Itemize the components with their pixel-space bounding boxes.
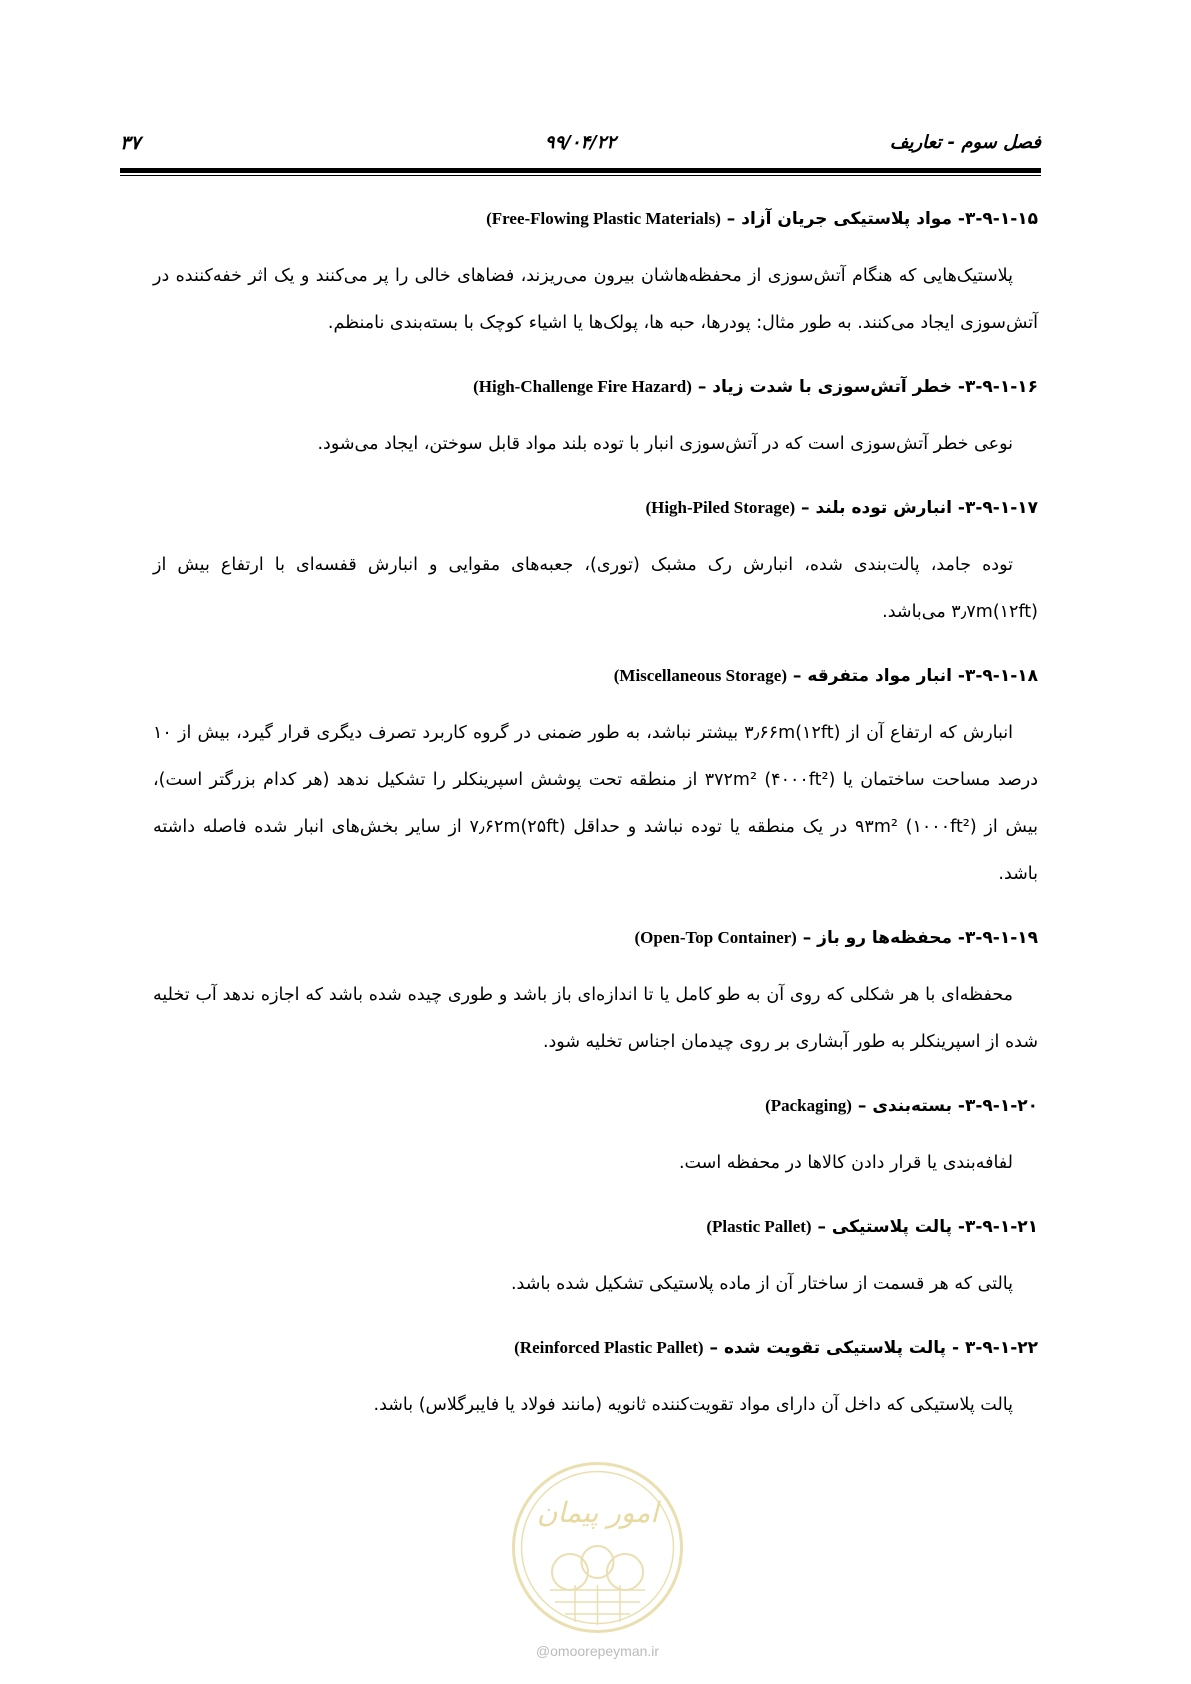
section-number: ۳-۹-۱-۲۱- xyxy=(957,1217,1038,1237)
section-title: خطر آتش‌سوزی با شدت زیاد xyxy=(712,377,952,397)
section-number: ۳-۹-۱-۱۷- xyxy=(957,498,1038,518)
watermark-logo xyxy=(510,1460,685,1635)
definition-section xyxy=(153,662,1038,898)
section-body: لفافه‌بندی یا قرار دادن کالاها در محفظه است. xyxy=(678,1153,1013,1173)
section-number: ۳-۹-۱-۱۹- xyxy=(957,928,1038,948)
section-title: انبارش توده بلند xyxy=(815,498,952,518)
gear-icon xyxy=(552,1546,643,1590)
section-title: پالت پلاستیکی تقویت شده xyxy=(723,1338,947,1358)
section-body: پالت پلاستیکی که داخل آن دارای مواد تقویت‌کننده ثانویه (مانند فولاد یا فایبرگلاس) باشد. xyxy=(373,1395,1013,1415)
section-heading: ۳-۹-۱-۲۰- بسته‌بندی – (Packaging) xyxy=(765,1096,1038,1116)
header-rule-thin xyxy=(120,175,1041,176)
definition-section xyxy=(153,1213,1038,1308)
section-body: توده جامد، پالت‌بندی شده، انبارش رک مشبک (توری)، جعبه‌های مقوایی و انبارش قفسه‌ای با ارتفاع بیش از ۳٫۷m(۱۲ft) می‌باشد. xyxy=(153,555,1038,622)
section-number: ۳-۹-۱-۱۵- xyxy=(957,209,1038,229)
definition-section xyxy=(153,1334,1038,1429)
section-english-title: (Miscellaneous Storage) xyxy=(613,666,788,685)
definition-section xyxy=(153,924,1038,1066)
section-heading: ۳-۹-۱-۱۹- محفظه‌ها رو باز – (Open-Top Container) xyxy=(634,928,1038,948)
main-content xyxy=(153,205,1038,1455)
page-number: ۳۷ xyxy=(120,132,141,154)
definition-section xyxy=(153,1092,1038,1187)
chapter-title: فصل سوم - تعاریف xyxy=(889,132,1041,153)
section-body: پلاستیک‌هایی که هنگام آتش‌سوزی از محفظه‌هاشان بیرون می‌ریزند، فضاهای خالی را پر می‌کنند و یک اثر خفه‌کننده در آتش‌سوزی ایجاد می‌کنند. به طور مثال: پودرها، حبه ها، پولک‌ها یا اشیاء کوچک با بسته‌بندی نامنظم. xyxy=(153,266,1038,333)
section-english-title: (Free-Flowing Plastic Materials) xyxy=(486,209,721,228)
watermark-url: @omoorepeyman.ir xyxy=(535,1643,660,1659)
section-number: ۳-۹-۱-۲۰- xyxy=(957,1096,1038,1116)
header-date: ۹۹/۰۴/۲۲ xyxy=(544,132,617,153)
section-english-title: (Packaging) xyxy=(765,1096,852,1115)
section-body: پالتی که هر قسمت از ساختار آن از ماده پلاستیکی تشکیل شده باشد. xyxy=(510,1274,1013,1294)
section-number: ۳-۹-۱-۱۸- xyxy=(957,666,1038,686)
section-heading: ۳-۹-۱-۱۶- خطر آتش‌سوزی با شدت زیاد – (High-Challenge Fire Hazard) xyxy=(473,377,1038,397)
watermark-logo-text: امور پیمان xyxy=(536,1496,659,1529)
section-heading: ۳-۹-۱-۱۸- انبار مواد متفرقه – (Miscellaneous Storage) xyxy=(613,666,1038,686)
section-english-title: (Reinforced Plastic Pallet) xyxy=(514,1338,704,1357)
section-title: محفظه‌ها رو باز xyxy=(817,928,952,948)
section-title: انبار مواد متفرقه xyxy=(807,666,952,686)
definition-section xyxy=(153,494,1038,636)
section-heading: ۳-۹-۱-۱۵- مواد پلاستیکی جریان آزاد – (Free-Flowing Plastic Materials) xyxy=(486,209,1038,229)
grid-pattern xyxy=(550,1585,645,1625)
definition-section xyxy=(153,373,1038,468)
section-title: مواد پلاستیکی جریان آزاد xyxy=(741,209,952,229)
section-body: نوعی خطر آتش‌سوزی است که در آتش‌سوزی انبار با توده بلند مواد قابل سوختن، ایجاد می‌شود. xyxy=(317,434,1013,454)
section-heading: ۳-۹-۱-۱۷- انبارش توده بلند – (High-Piled Storage) xyxy=(645,498,1038,518)
section-body: محفظه‌ای با هر شکلی که روی آن به طو کامل یا تا اندازه‌ای باز باشد و طوری چیده شده باشد که اجازه ندهد آب تخلیه شده از اسپرینکلر به طور آبشاری بر روی چیدمان اجناس تخلیه شود. xyxy=(153,985,1038,1052)
section-english-title: (Plastic Pallet) xyxy=(706,1217,812,1236)
section-english-title: (Open-Top Container) xyxy=(634,928,797,947)
header-rule-thick xyxy=(120,168,1041,173)
section-title: بسته‌بندی xyxy=(872,1096,952,1116)
section-body: انبارش که ارتفاع آن از ۳٫۶۶m(۱۲ft) بیشتر نباشد، به طور ضمنی در گروه کاربرد تصرف دیگری قرار گیرد، بیش از ۱۰ درصد مساحت ساختمان یا ۳۷۲m² (۴۰۰۰ft²) از منطقه تحت پوشش اسپرینکلر را تشکیل ندهد (هر کدام بزرگتر است)، بیش از ۹۳m² (۱۰۰۰ft²) در یک منطقه یا توده نباشد و حداقل ۷٫۶۲m(۲۵ft) از سایر بخش‌های انبار شده فاصله داشته باشد. xyxy=(153,723,1038,884)
section-title: پالت پلاستیکی xyxy=(831,1217,952,1237)
section-english-title: (High-Challenge Fire Hazard) xyxy=(473,377,692,396)
section-number: ۳-۹-۱-۱۶- xyxy=(957,377,1038,397)
section-english-title: (High-Piled Storage) xyxy=(645,498,796,517)
section-number: ۳-۹-۱-۲۲ - xyxy=(951,1338,1038,1358)
section-heading: ۳-۹-۱-۲۲ - پالت پلاستیکی تقویت شده – (Reinforced Plastic Pallet) xyxy=(514,1338,1038,1358)
page-header xyxy=(120,132,1041,162)
definition-section xyxy=(153,205,1038,347)
section-heading: ۳-۹-۱-۲۱- پالت پلاستیکی – (Plastic Pallet) xyxy=(706,1217,1038,1237)
